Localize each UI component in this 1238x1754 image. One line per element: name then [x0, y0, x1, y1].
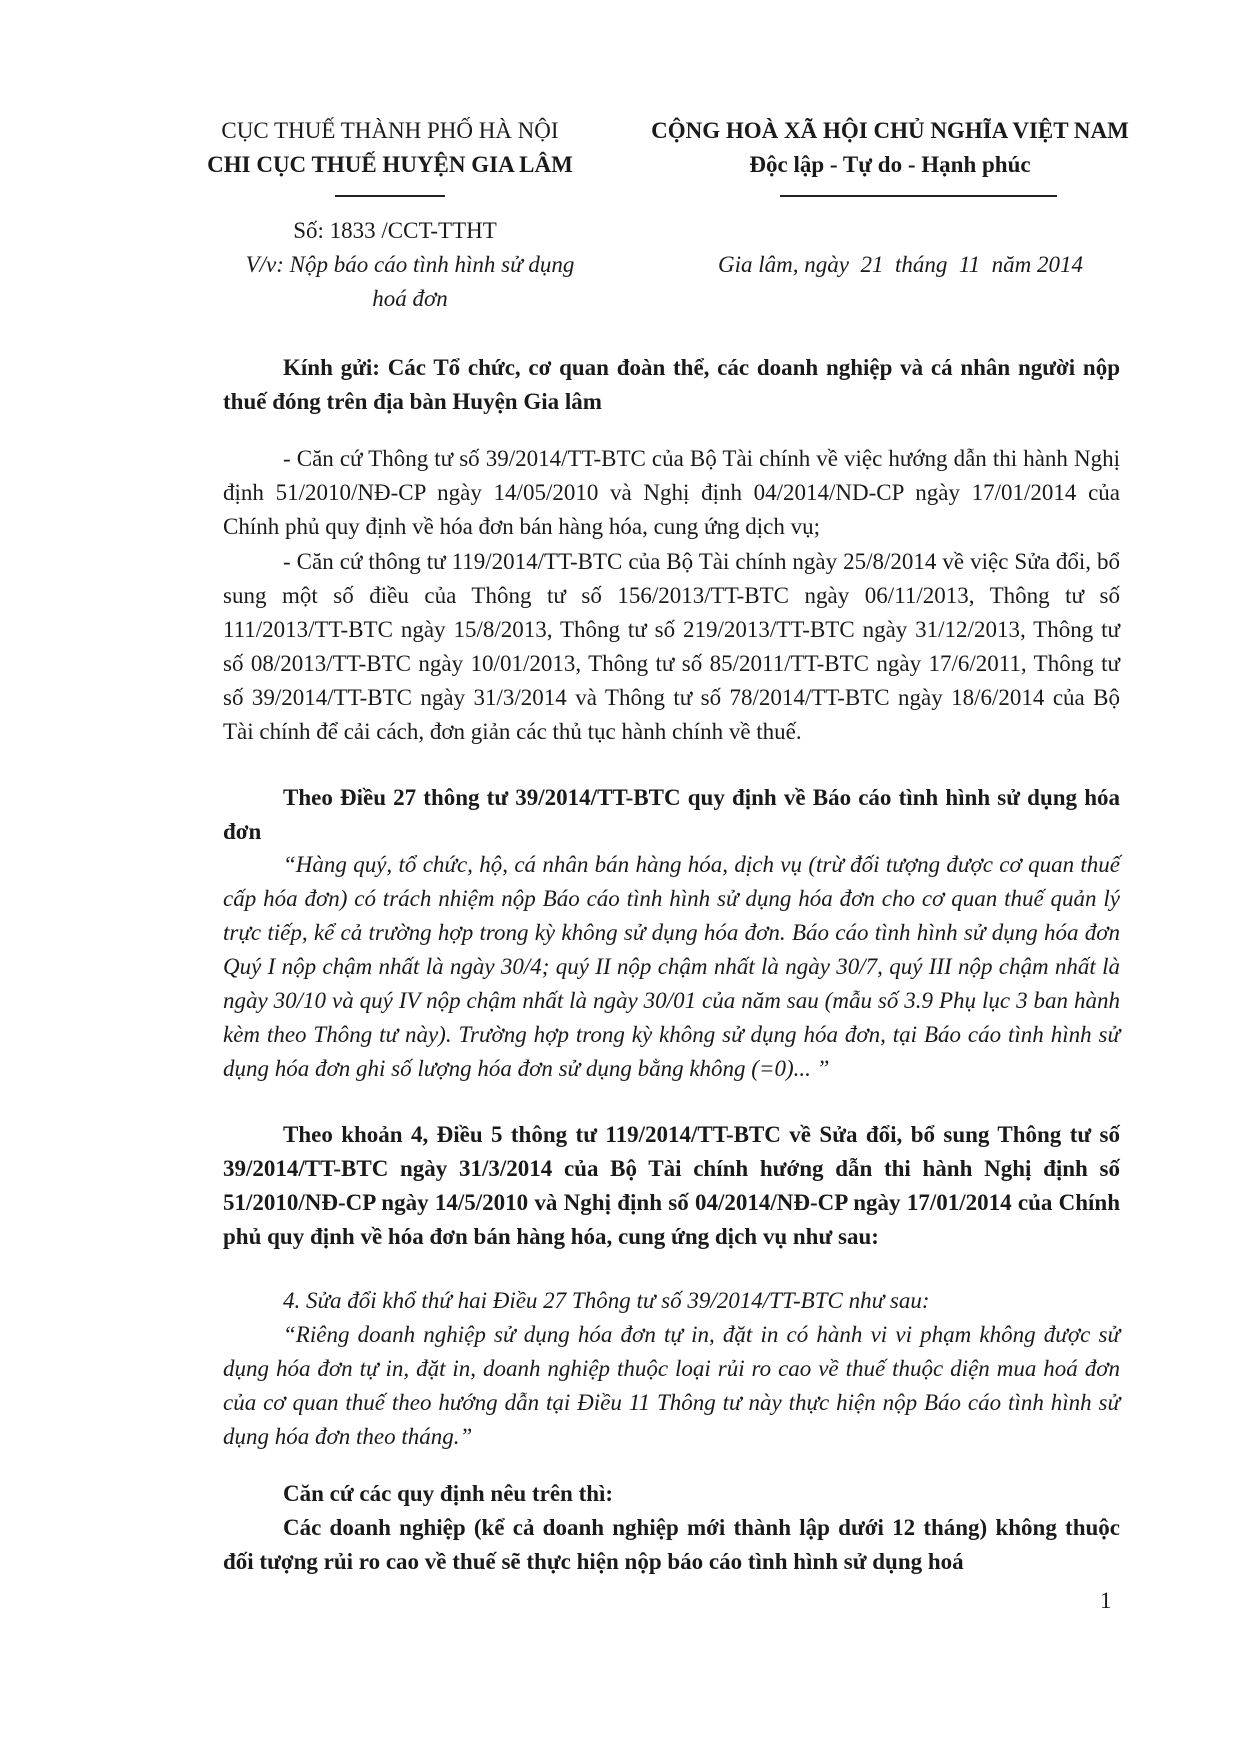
motto: Độc lập - Tự do - Hạnh phúc	[749, 152, 1031, 177]
agency-parent: CỤC THUẾ THÀNH PHỐ HÀ NỘI	[221, 118, 559, 143]
page-number: 1	[1100, 1588, 1112, 1613]
paragraph: Theo khoản 4, Điều 5 thông tư 119/2014/TT-BTC về Sửa đổi, bổ sung Thông tư số 39/2014/TT-BTC ngày 31/3/2014 của Bộ Tài chính hướng dẫn thi hành Nghị định số 51/2010/NĐ-CP ngày 14/5/2010 và Nghị định số 04/2014/NĐ-CP ngày 17/01/2014 của Chính phủ quy định về hóa đơn bán hàng hóa, cung ứng dịch vụ như sau:	[223, 1122, 1120, 1249]
quote: “Riêng doanh nghiệp sử dụng hóa đơn tự in, đặt in có hành vi vi phạm không được sử dụng hóa đơn tự in, đặt in, doanh nghiệp thuộc loại rủi ro cao về thuế thuộc diện mua hoá đơn của cơ quan thuế theo hướng dẫn tại Điều 11 Thông tư này thực hiện nộp Báo cáo tình hình sử dụng hóa đơn theo tháng.”	[223, 1322, 1120, 1449]
paragraph: Căn cứ các quy định nêu trên thì:	[283, 1481, 614, 1506]
document-number: Số: 1833 /CCT-TTHT	[293, 218, 497, 243]
quote: “Hàng quý, tổ chức, hộ, cá nhân bán hàng hóa, dịch vụ (trừ đối tượng được cơ quan thuế cấp hóa đơn) có trách nhiệm nộp Báo cáo tình hình sử dụng hóa đơn cho cơ quan thuế quản lý trực tiếp, kể cả trường hợp trong kỳ không sử dụng hóa đơn. Báo cáo tình hình sử dụng hóa đơn Quý I nộp chậm nhất là ngày 30/4; quý II nộp chậm nhất là ngày 30/7, quý III nộp chậm nhất là ngày 30/10 và quý IV nộp chậm nhất là ngày 30/01 của năm sau (mẫu số 3.9 Phụ lục 3 ban hành kèm theo Thông tư này). Trường hợp trong kỳ không sử dụng hóa đơn, tại Báo cáo tình hình sử dụng hóa đơn ghi số lượng hóa đơn sử dụng bằng không (=0)... ”	[223, 852, 1120, 1081]
paragraph: Các doanh nghiệp (kể cả doanh nghiệp mới thành lập dưới 12 tháng) không thuộc đối tượng rủi ro cao về thuế sẽ thực hiện nộp báo cáo tình hình sử dụng hoá	[223, 1515, 1120, 1574]
divider	[335, 195, 445, 197]
paragraph: Theo Điều 27 thông tư 39/2014/TT-BTC quy định về Báo cáo tình hình sử dụng hóa đơn	[223, 785, 1120, 844]
subject-line: hoá đơn	[372, 286, 448, 311]
agency-name: CHI CỤC THUẾ HUYỆN GIA LÂM	[207, 152, 573, 177]
paragraph: - Căn cứ Thông tư số 39/2014/TT-BTC của Bộ Tài chính về việc hướng dẫn thi hành Nghị định 51/2010/NĐ-CP ngày 14/05/2010 và Nghị định 04/2014/ND-CP ngày 17/01/2014 của Chính phủ quy định về hóa đơn bán hàng hóa, cung ứng dịch vụ;	[223, 446, 1120, 539]
document-date: Gia lâm, ngày 21 tháng 11 năm 2014	[718, 252, 1084, 277]
subject	[220, 248, 600, 316]
recipient: Kính gửi: Các Tổ chức, cơ quan đoàn thể, các doanh nghiệp và cá nhân người nộp thuế đóng trên địa bàn Huyện Gia lâm	[223, 355, 1120, 414]
issuing-agency	[180, 114, 600, 182]
paragraph: - Căn cứ thông tư 119/2014/TT-BTC của Bộ Tài chính ngày 25/8/2014 về việc Sửa đổi, bổ sung một số điều của Thông tư số 156/2013/TT-BTC ngày 06/11/2013, Thông tư số 111/2013/TT-BTC ngày 15/8/2013, Thông tư số 219/2013/TT-BTC ngày 31/12/2013, Thông tư số 08/2013/TT-BTC ngày 10/01/2013, Thông tư số 85/2011/TT-BTC ngày 17/6/2011, Thông tư số 39/2014/TT-BTC ngày 31/3/2014 và Thông tư số 78/2014/TT-BTC ngày 18/6/2014 của Bộ Tài chính để cải cách, đơn giản các thủ tục hành chính về thuế.	[223, 549, 1120, 744]
national-motto	[610, 114, 1170, 182]
subject-line: V/v: Nộp báo cáo tình hình sử dụng	[245, 252, 575, 277]
paragraph: 4. Sửa đổi khổ thứ hai Điều 27 Thông tư số 39/2014/TT-BTC như sau:	[283, 1288, 930, 1313]
country-name: CỘNG HOÀ XÃ HỘI CHỦ NGHĨA VIỆT NAM	[651, 118, 1129, 143]
divider	[780, 195, 1057, 197]
